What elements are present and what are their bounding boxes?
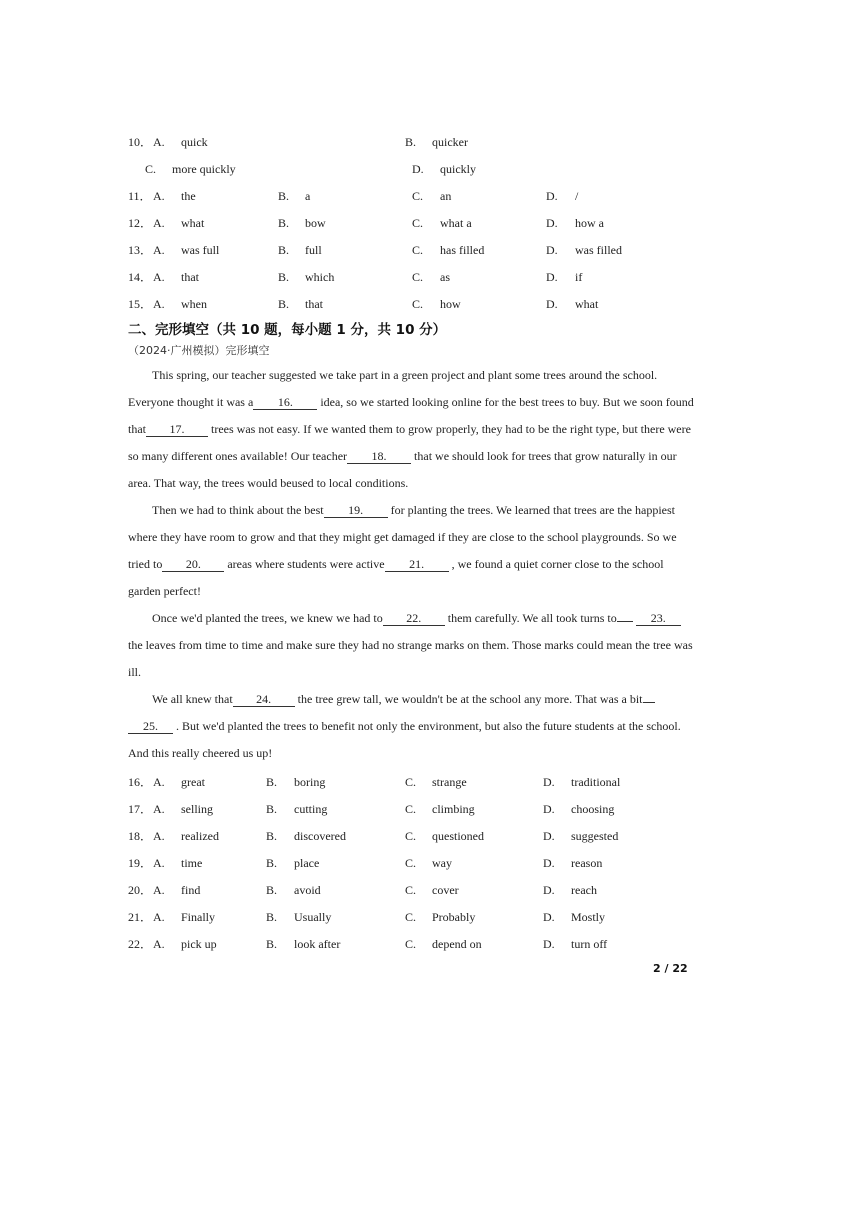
blank-16[interactable]: 16. (253, 396, 317, 410)
blank-20[interactable]: 20. (162, 558, 224, 572)
option-text: suggested (571, 829, 619, 843)
option-letter: B. (266, 802, 278, 816)
page-number: 2 / 22 (653, 962, 688, 975)
option-letter: D. (543, 910, 555, 924)
blank-25-lead (643, 702, 655, 703)
option-text: quick (181, 135, 208, 149)
option-text: a (305, 189, 311, 203)
section-source: （2024·广州模拟）完形填空 (128, 344, 270, 357)
option-letter: A. (153, 297, 165, 311)
option-text: questioned (432, 829, 484, 843)
section-heading: 二、完形填空（共 10 题，每小题 1 分，共 10 分） (128, 322, 447, 338)
blank-19[interactable]: 19. (324, 504, 388, 518)
option-text: look after (294, 937, 341, 951)
option-letter: B. (266, 775, 278, 789)
passage-text: that we should look for trees that grow naturally in our area. That way, the trees would beused to local conditions. (128, 449, 677, 490)
option-letter: B. (278, 243, 290, 257)
option-letter: A. (153, 829, 165, 843)
passage-text: idea, so we started looking online for the best trees to buy. But we soon found that (128, 395, 694, 436)
option-letter: A. (153, 802, 165, 816)
option-letter: B. (278, 216, 290, 230)
option-letter: C. (145, 162, 157, 176)
blank-22[interactable]: 22. (383, 612, 445, 626)
option-text: was filled (575, 243, 622, 257)
option-text: Mostly (571, 910, 606, 924)
option-text: which (305, 270, 335, 284)
option-text: way (432, 856, 452, 870)
question-number: 12． (128, 216, 153, 230)
blank-18[interactable]: 18. (347, 450, 411, 464)
option-letter: D. (546, 243, 558, 257)
option-text: the (181, 189, 196, 203)
paragraph-3 (128, 605, 698, 686)
option-text: what a (440, 216, 472, 230)
option-text: turn off (571, 937, 608, 951)
option-letter: D. (543, 802, 555, 816)
question-number: 16． (128, 775, 153, 789)
option-letter: D. (546, 189, 558, 203)
option-letter: C. (412, 216, 424, 230)
blank-23[interactable]: 23. (636, 612, 681, 626)
passage-text: the leaves from time to time and make sure they had no strange marks on them. Those marks could mean the tree was ill. (128, 638, 693, 679)
question-number: 21． (128, 910, 153, 924)
option-letter: A. (153, 216, 165, 230)
blank-21[interactable]: 21. (385, 558, 449, 572)
option-text: full (305, 243, 322, 257)
option-text: time (181, 856, 203, 870)
option-text: an (440, 189, 452, 203)
question-number: 14． (128, 270, 153, 284)
option-text: / (575, 189, 579, 203)
option-letter: B. (266, 829, 278, 843)
option-letter: A. (153, 856, 165, 870)
option-text: strange (432, 775, 467, 789)
option-letter: D. (546, 216, 558, 230)
option-letter: C. (405, 802, 417, 816)
option-text: climbing (432, 802, 475, 816)
option-letter: B. (266, 883, 278, 897)
option-text: was full (181, 243, 220, 257)
option-letter: C. (405, 937, 417, 951)
passage-text: . But we'd planted the trees to benefit not only the environment, but also the future students at the school. And this really cheered us up! (128, 719, 681, 760)
question-number: 11． (128, 189, 152, 203)
option-letter: B. (278, 189, 290, 203)
question-number: 17． (128, 802, 153, 816)
option-letter: A. (153, 243, 165, 257)
option-text: as (440, 270, 450, 284)
blank-23-lead (617, 621, 633, 622)
option-text: great (181, 775, 205, 789)
option-text: quickly (440, 162, 476, 176)
option-text: choosing (571, 802, 615, 816)
option-text: how a (575, 216, 604, 230)
option-letter: B. (266, 856, 278, 870)
option-letter: B. (266, 910, 278, 924)
passage-text: for planting the trees. We learned that trees are the happiest where they have room to grow and that they might get damaged if they are close to the school playgrounds. So we tried to (128, 503, 677, 571)
option-text: reason (571, 856, 603, 870)
passage-text: We all knew that (152, 692, 233, 706)
option-text: that (181, 270, 199, 284)
option-text: Probably (432, 910, 476, 924)
option-text: reach (571, 883, 597, 897)
option-letter: D. (412, 162, 424, 176)
question-number: 15． (128, 297, 153, 311)
paragraph-1 (128, 362, 698, 497)
option-text: cutting (294, 802, 328, 816)
option-text: how (440, 297, 461, 311)
option-letter: A. (153, 937, 165, 951)
option-letter: D. (543, 883, 555, 897)
paragraph-2 (128, 497, 698, 605)
blank-17[interactable]: 17. (146, 423, 208, 437)
option-text: realized (181, 829, 219, 843)
option-letter: B. (278, 270, 290, 284)
option-letter: B. (405, 135, 417, 149)
question-number: 22． (128, 937, 153, 951)
option-letter: C. (405, 910, 417, 924)
option-letter: C. (412, 270, 424, 284)
passage-text: trees was not easy. If we wanted them to grow properly, they had to be the right type, but there were so many different ones available! Our teacher (128, 422, 691, 463)
option-letter: A. (153, 135, 165, 149)
option-text: quicker (432, 135, 468, 149)
option-text: discovered (294, 829, 346, 843)
option-text: has filled (440, 243, 485, 257)
option-text: boring (294, 775, 326, 789)
option-text: bow (305, 216, 326, 230)
option-letter: B. (278, 297, 290, 311)
option-letter: D. (543, 937, 555, 951)
paragraph-4 (128, 686, 698, 767)
option-letter: D. (546, 270, 558, 284)
question-number: 20． (128, 883, 153, 897)
option-text: find (181, 883, 201, 897)
option-letter: A. (153, 883, 165, 897)
question-number: 13． (128, 243, 153, 257)
option-text: Finally (181, 910, 216, 924)
question-number: 10． (128, 135, 153, 149)
option-text: cover (432, 883, 459, 897)
blank-24[interactable]: 24. (233, 693, 295, 707)
option-letter: D. (543, 775, 555, 789)
option-letter: C. (405, 829, 417, 843)
option-letter: B. (266, 937, 278, 951)
passage-text: Once we'd planted the trees, we knew we had to (152, 611, 383, 625)
option-text: traditional (571, 775, 621, 789)
option-letter: A. (153, 910, 165, 924)
option-text: selling (181, 802, 213, 816)
option-letter: A. (153, 189, 165, 203)
option-text: that (305, 297, 323, 311)
option-text: if (575, 270, 583, 284)
option-text: more quickly (172, 162, 236, 176)
option-letter: C. (405, 856, 417, 870)
question-number: 18． (128, 829, 153, 843)
passage-text: the tree grew tall, we wouldn't be at the school any more. That was a bit (294, 692, 643, 706)
option-letter: D. (546, 297, 558, 311)
option-text: place (294, 856, 320, 870)
option-letter: C. (405, 883, 417, 897)
passage-text: areas where students were active (224, 557, 385, 571)
option-text: avoid (294, 883, 321, 897)
option-letter: A. (153, 270, 165, 284)
passage-text: , we found a quiet corner close to the school garden perfect! (128, 557, 664, 598)
blank-25[interactable]: 25. (128, 720, 173, 734)
option-letter: D. (543, 856, 555, 870)
option-text: what (575, 297, 599, 311)
option-letter: A. (153, 775, 165, 789)
option-letter: C. (412, 189, 424, 203)
option-letter: D. (543, 829, 555, 843)
option-text: pick up (181, 937, 217, 951)
cloze-passage (128, 362, 698, 767)
option-letter: C. (405, 775, 417, 789)
option-letter: C. (412, 243, 424, 257)
option-text: Usually (294, 910, 332, 924)
passage-text: them carefully. We all took turns to (444, 611, 617, 625)
question-number: 19． (128, 856, 153, 870)
option-text: when (181, 297, 207, 311)
option-letter: C. (412, 297, 424, 311)
passage-text: Then we had to think about the best (152, 503, 324, 517)
passage-text: This spring, our teacher suggested we take part in a green project and plant some trees around the school. Everyone thought it was a (128, 368, 658, 409)
option-text: depend on (432, 937, 482, 951)
option-text: what (181, 216, 205, 230)
